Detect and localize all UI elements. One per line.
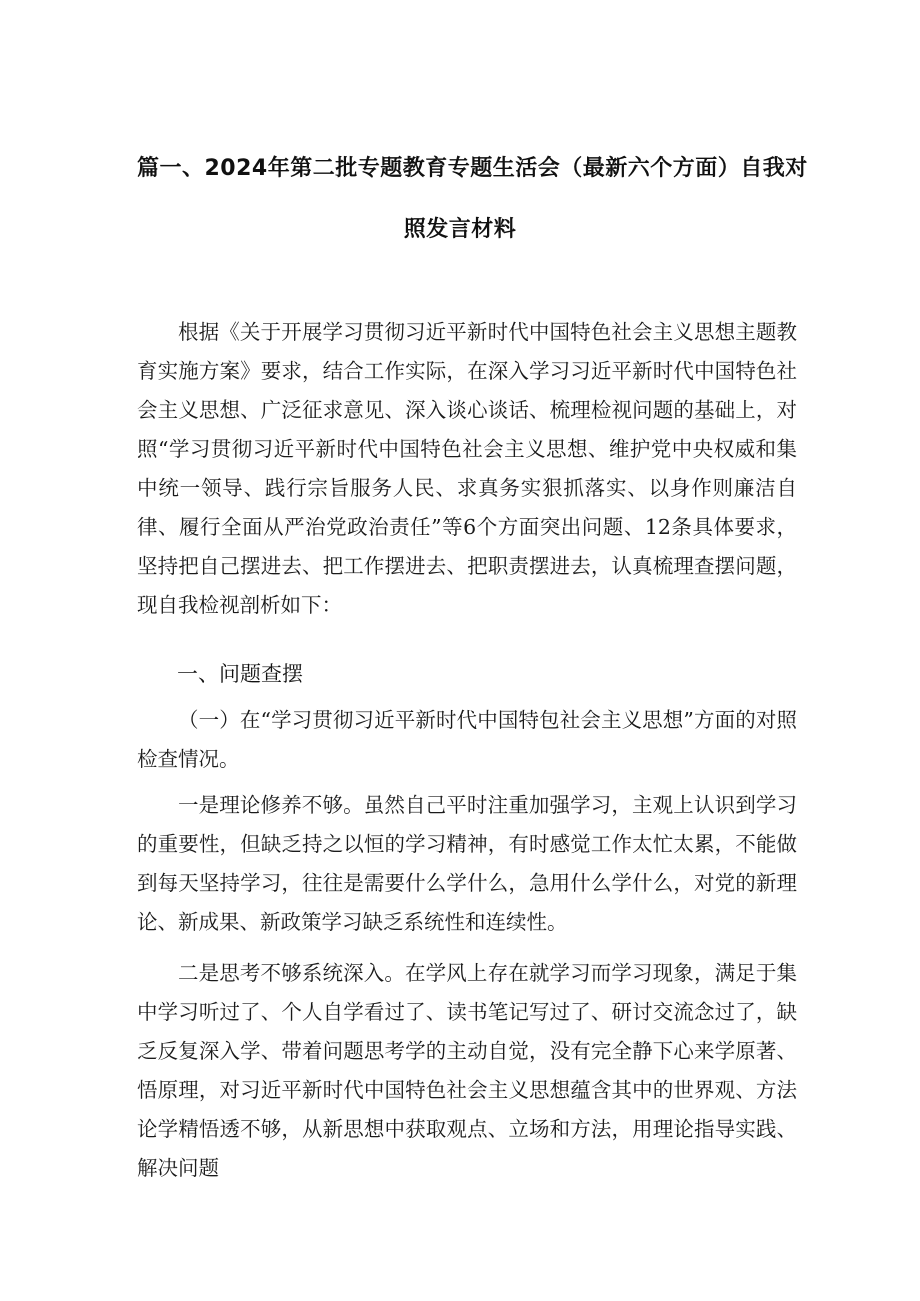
subsection-paragraph: （一）在“学习贯彻习近平新时代中国特包社会主义思想”方面的对照检查情况。 [137,708,797,771]
document-title-line-1: 篇一、2024年第二批专题教育专题生活会（最新六个方面）自我对 [137,156,808,181]
point-one-paragraph: 一是理论修养不够。虽然自己平时注重加强学习，主观上认识到学习的重要性，但缺乏持之以恒的学习精神，有时感觉工作太忙太累，不能做到每天坚持学习，往往是需要什么学什么，急用什么学什么，对党的新理论、新成果、新政策学习缺乏系统性和连续性。 [137,793,797,934]
document-title-line-2: 照发言材料 [403,217,517,242]
intro-paragraph: 根据《关于开展学习贯彻习近平新时代中国特色社会主义思想主题教育实施方案》要求，结合工作实际，在深入学习习近平新时代中国特色社会主义思想、广泛征求意见、深入谈心谈话、梳理检视问题的基础上，对照“学习贯彻习近平新时代中国特色社会主义思想、维护党中央权威和集中统一领导、践行宗旨服务人民、求真务实狠抓落实、以身作则廉洁自律、履行全面从严治党政治责任”等6个方面突出问题、12条具体要求，坚持把自己摆进去、把工作摆进去、把职责摆进去，认真梳理查摆问题，现自我检视剖析如下： [137,320,797,617]
point-two-paragraph: 二是思考不够系统深入。在学风上存在就学习而学习现象，满足于集中学习听过了、个人自学看过了、读书笔记写过了、研讨交流念过了，缺乏反复深入学、带着问题思考学的主动自觉，没有完全静下心来学原著、悟原理，对习近平新时代中国特色社会主义思想蕴含其中的世界观、方法论学精悟透不够，从新思想中获取观点、立场和方法，用理论指导实践、解决问题 [137,961,797,1180]
section-heading: 一、问题查摆 [177,662,303,686]
